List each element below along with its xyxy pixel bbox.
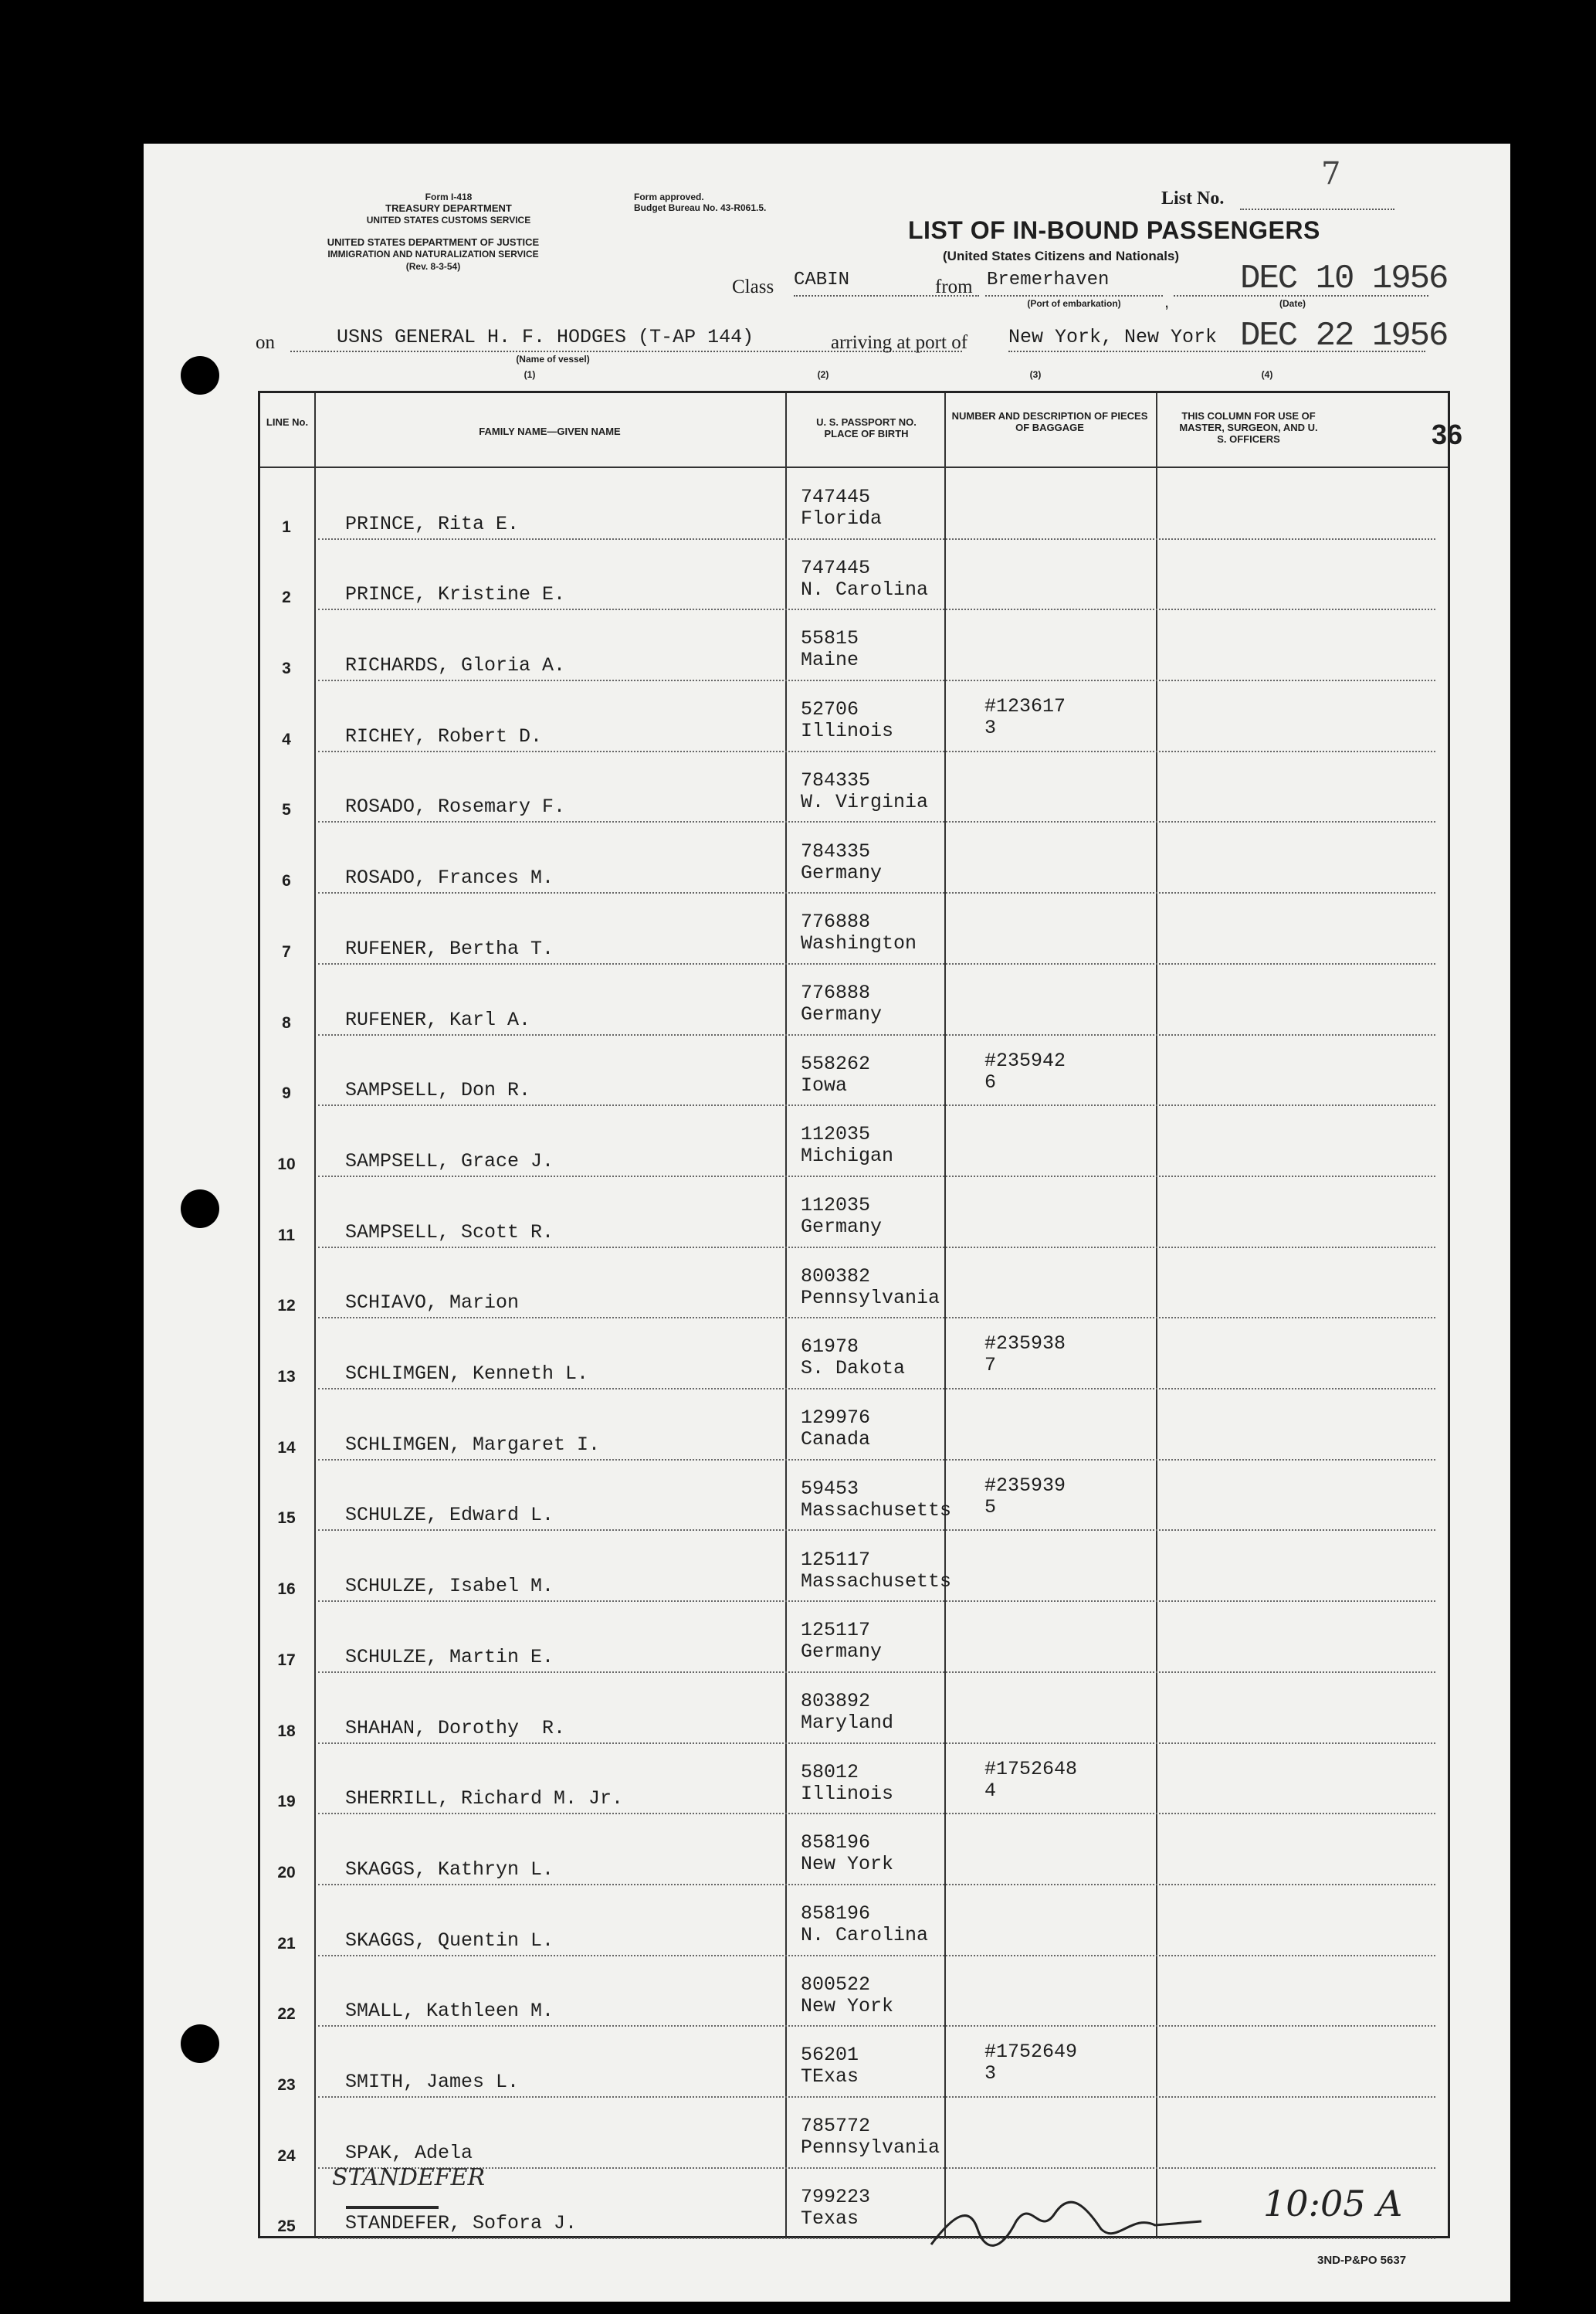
table-row: [260, 540, 1448, 611]
passenger-name: PRINCE, Rita E.: [345, 512, 520, 535]
passport-number: 112035: [801, 1194, 871, 1216]
passport-number: 61978: [801, 1335, 859, 1359]
place-of-birth: Germany: [801, 1640, 883, 1664]
col-line-no: LINE No.: [266, 416, 309, 428]
table-row: [260, 1177, 1448, 1248]
table-row: [260, 2027, 1448, 2098]
passenger-name: SCHULZE, Isabel M.: [345, 1575, 554, 1598]
place-of-birth: Maine: [801, 649, 859, 672]
place-of-birth: Pennsylvania: [801, 2136, 940, 2160]
passport-number: 776888: [801, 911, 871, 934]
line-number: 19: [277, 1793, 296, 1811]
table-row: [260, 469, 1448, 540]
baggage-tag: #235938: [984, 1332, 1066, 1355]
place-of-birth: Florida: [801, 507, 883, 530]
port-embark-caption: (Port of embarkation): [1027, 298, 1121, 309]
form-id: Form I-418: [425, 192, 473, 202]
baggage-count: 7: [984, 1354, 997, 1377]
passport-number: 747445: [801, 556, 871, 579]
line-number: 4: [282, 730, 291, 748]
line-number: 1: [282, 517, 291, 536]
table-row: [260, 1532, 1448, 1603]
sheet-number: 36: [1432, 419, 1463, 450]
table-row: [260, 610, 1448, 681]
passport-number: 800382: [801, 1264, 871, 1288]
rev-label: (Rev. 8-3-54): [405, 261, 461, 272]
line-number: 17: [277, 1651, 296, 1669]
punch-hole: [181, 356, 219, 395]
baggage-count: 3: [984, 2062, 997, 2085]
table-row: [260, 1744, 1448, 1815]
table-row: [260, 1106, 1448, 1177]
class-value: CABIN: [794, 270, 850, 290]
passport-number: 558262: [801, 1052, 871, 1075]
place-of-birth: Illinois: [801, 1782, 894, 1805]
line-number: 5: [282, 801, 291, 819]
table-row: [260, 1885, 1448, 1956]
line-number: 22: [277, 2005, 296, 2024]
place-of-birth: Michigan: [801, 1145, 894, 1168]
passport-number: 52706: [801, 698, 859, 721]
line-number: 3: [282, 660, 291, 678]
passport-number: 58012: [801, 1760, 859, 1783]
budget-bureau: Budget Bureau No. 43-R061.5.: [634, 202, 767, 213]
line-number: 15: [277, 1509, 296, 1528]
passport-number: 858196: [801, 1831, 871, 1854]
place-of-birth: Iowa: [801, 1074, 848, 1097]
passenger-name: SPAK, Adela: [345, 2141, 473, 2164]
table-row: [260, 752, 1448, 823]
baggage-tag: #1752648: [984, 1757, 1078, 1780]
line-number: 6: [282, 872, 291, 891]
baggage-tag: #235939: [984, 1474, 1066, 1497]
baggage-tag: #235942: [984, 1049, 1066, 1072]
table-row: [260, 1602, 1448, 1673]
line-number: 7: [282, 942, 291, 961]
passenger-name: SKAGGS, Kathryn L.: [345, 1858, 554, 1881]
line-number: 12: [277, 1297, 296, 1315]
ins-label: IMMIGRATION AND NATURALIZATION SERVICE: [327, 249, 539, 260]
line-number: 21: [277, 1934, 296, 1953]
table-row: [260, 894, 1448, 965]
passport-number: 784335: [801, 840, 871, 863]
passenger-name: PRINCE, Kristine E.: [345, 583, 566, 606]
passport-number: 858196: [801, 1902, 871, 1925]
table-row: [260, 1956, 1448, 2027]
place-of-birth: Massachusetts: [801, 1569, 952, 1593]
passenger-name: RUFENER, Bertha T.: [345, 937, 554, 960]
passport-number: 776888: [801, 981, 871, 1004]
table-row: [260, 1814, 1448, 1885]
handwritten-correction: STANDEFER: [332, 2164, 486, 2191]
passenger-name: STANDEFER, Sofora J.: [345, 2212, 578, 2235]
passenger-name: SCHULZE, Edward L.: [345, 1504, 554, 1527]
passport-number: 112035: [801, 1123, 871, 1146]
table-row: [260, 823, 1448, 894]
place-of-birth: Washington: [801, 932, 917, 955]
arrival-date: DEC 22 1956: [1240, 317, 1448, 355]
baggage-tag: #1752649: [984, 2041, 1078, 2064]
list-no-label: List No.: [1161, 188, 1225, 209]
passenger-name: SHERRILL, Richard M. Jr.: [345, 1787, 624, 1810]
line-number: 2: [282, 589, 291, 607]
col-officers: THIS COLUMN FOR USE OF MASTER, SURGEON, AND U. S. OFFICERS: [1179, 410, 1318, 445]
passenger-name: SHAHAN, Dorothy R.: [345, 1716, 566, 1739]
place-of-birth: N. Carolina: [801, 1924, 929, 1946]
passenger-name: SCHULZE, Martin E.: [345, 1645, 554, 1668]
place-of-birth: New York: [801, 1853, 894, 1876]
passenger-name: SMITH, James L.: [345, 2071, 520, 2094]
table-row: [260, 681, 1448, 752]
passenger-table: [258, 391, 1450, 2238]
class-label: Class: [732, 277, 774, 297]
line-number: 24: [277, 2146, 296, 2165]
line-number: 23: [277, 2076, 296, 2095]
manifest-title: LIST OF IN-BOUND PASSENGERS: [908, 216, 1320, 244]
departure-date: DEC 10 1956: [1240, 260, 1448, 298]
passenger-name: ROSADO, Frances M.: [345, 867, 554, 890]
manifest-page: Form I-418 TREASURY DEPARTMENT UNITED STATES CUSTOMS SERVICE UNITED STATES DEPARTMENT OF JUSTICE IMMIGRATION AND NATURALIZATION SERVICE (Rev. 8-3-54) Form approved. Budget Bureau No. 43-R061.5. List No. 7 LIST OF IN-BOUND PASSENGERS (United States Citizens and Nationals) Class CABIN from Bremerhaven (Port of embarkation) , DEC 10 1956 (Date) on USNS GENERAL H. F. HODGES (T-AP 144) (Name of vessel) arriving at port of New York, New York DEC 22 1956 (1) (2) (3) (4) 36 LINE No. FAMILY NAME—GIVEN NAME U. S. PASSPORT NO. PLACE OF BIRTH NUMBER AND DESCRIPTION OF PIECES OF BAGGAGE THIS COLUMN FOR USE OF MASTER, SURGEON, AND U. S. OFFICERS 1 PRINCE, Rita E. 747445 Florida 2 PRINCE, Kristine E. 747445 N. Carolina 3 RICHARDS, Gloria A. 55815 Maine 4 RICHEY, Robert D. 52706 Illinois #123617 3 5 ROSADO, Rosemary F. 784335 W. Virginia 6 ROSADO, Frances M. 784335 Germany 7 RUFENER, Bertha T. 776888 Washington 8 RUFENER, Karl A. 776888 Germany 9 SAMPSELL, Don R. 558262 Iowa #235942 6 10 SAMPSELL, Grace J. 112035 Michigan 11 SAMPSELL, Scott R. 112035 Germany 12 SCHIAVO, Marion 800382 Pennsylvania 13 SCHLIMGEN, Kenneth L. 61978 S. Dakota #235938 7 14 SCHLIMGEN, Margaret I. 129976 Canada 15 SCHULZE, Edward L. 59453 Massachusetts #235939 5 16 SCHULZE, Isabel M. 125117 Massachusetts 17 SCHULZE, Martin E. 125117 Germany 18 SHAHAN, Dorothy R. 803892 Maryland 19 SHERRILL, Richard M. Jr. 58012 Illinois #1752648 4 20 SKAGGS, Kathryn L. 858196 New York 21 SKAGGS, Quentin L. 858196 N. Carolina 22 SMALL, Kathleen M. 800522 New York 23 SMITH, James L. 56201 TExas #1752649 3 24 SPAK, Adela 785772 Pennsylvania 25 STANDEFER, Sofora J. 799223 Texas STANDEFER 10:05 A 3ND-P&PO 5637: [144, 144, 1510, 2302]
table-row: [260, 2098, 1448, 2169]
passenger-name: SAMPSELL, Grace J.: [345, 1149, 554, 1172]
caption-1: (1): [524, 369, 536, 380]
place-of-birth: New York: [801, 1994, 894, 2017]
place-of-birth: W. Virginia: [801, 790, 929, 813]
passport-number: 55815: [801, 627, 859, 650]
line-number: 8: [282, 1013, 291, 1032]
line-number: 14: [277, 1438, 296, 1457]
caption-4: (4): [1261, 369, 1273, 380]
passport-number: 56201: [801, 2044, 859, 2067]
place-of-birth: Germany: [801, 1003, 883, 1026]
punch-hole: [181, 1189, 219, 1228]
baggage-count: 3: [984, 717, 997, 740]
place-of-birth: Germany: [801, 861, 883, 884]
passenger-name: SCHLIMGEN, Margaret I.: [345, 1433, 601, 1456]
line-number: 20: [277, 1863, 296, 1881]
line-number: 13: [277, 1368, 296, 1386]
line-number: 11: [277, 1226, 296, 1244]
treasury-label: TREASURY DEPARTMENT: [385, 202, 512, 214]
passport-number: 785772: [801, 2115, 871, 2138]
passenger-name: SKAGGS, Quentin L.: [345, 1929, 554, 1952]
passport-number: 800522: [801, 1973, 871, 1996]
place-of-birth: Texas: [801, 2207, 859, 2230]
place-of-birth: Illinois: [801, 720, 894, 743]
col-passport: U. S. PASSPORT NO. PLACE OF BIRTH: [816, 416, 917, 439]
col-name: FAMILY NAME—GIVEN NAME: [479, 426, 621, 437]
table-row: [260, 1389, 1448, 1461]
passenger-name: RICHEY, Robert D.: [345, 724, 543, 748]
vessel-name: USNS GENERAL H. F. HODGES (T-AP 144): [337, 326, 754, 348]
table-row: [260, 1673, 1448, 1744]
line-number: 9: [282, 1084, 291, 1103]
passenger-name: RUFENER, Karl A.: [345, 1008, 531, 1031]
justice-label: UNITED STATES DEPARTMENT OF JUSTICE: [327, 236, 540, 248]
stamp-time: 10:05 A: [1263, 2183, 1403, 2224]
col-baggage: NUMBER AND DESCRIPTION OF PIECES OF BAGGAGE: [951, 410, 1148, 433]
passenger-name: RICHARDS, Gloria A.: [345, 654, 566, 677]
printer-code: 3ND-P&PO 5637: [1317, 2254, 1407, 2267]
baggage-count: 6: [984, 1070, 997, 1094]
line-number: 10: [277, 1155, 296, 1173]
place-of-birth: TExas: [801, 2065, 859, 2088]
line-number: 25: [277, 2217, 296, 2236]
date-caption: (Date): [1279, 298, 1306, 309]
place-of-birth: Maryland: [801, 1711, 894, 1734]
baggage-count: 5: [984, 1495, 997, 1518]
place-of-birth: Pennsylvania: [801, 1286, 940, 1309]
place-of-birth: Germany: [801, 1216, 883, 1238]
passenger-name: SCHIAVO, Marion: [345, 1291, 520, 1315]
table-row: [260, 965, 1448, 1036]
place-of-birth: Massachusetts: [801, 1498, 952, 1522]
from-value: Bremerhaven: [987, 270, 1110, 290]
from-label: from: [935, 277, 973, 297]
passport-number: 125117: [801, 1619, 871, 1642]
passport-number: 747445: [801, 486, 871, 508]
passport-number: 784335: [801, 769, 871, 792]
place-of-birth: S. Dakota: [801, 1357, 906, 1380]
vessel-caption: (Name of vessel): [516, 354, 590, 365]
passenger-name: SCHLIMGEN, Kenneth L.: [345, 1362, 589, 1386]
manifest-subtitle: (United States Citizens and Nationals): [943, 249, 1180, 263]
place-of-birth: Canada: [801, 1428, 871, 1451]
place-of-birth: N. Carolina: [801, 578, 929, 601]
table-row: [260, 1036, 1448, 1107]
line-number: 18: [277, 1722, 296, 1740]
passenger-name: SAMPSELL, Scott R.: [345, 1220, 554, 1244]
passport-number: 799223: [801, 2185, 871, 2208]
baggage-count: 4: [984, 1779, 997, 1802]
table-row: [260, 1461, 1448, 1532]
line-number: 16: [277, 1580, 296, 1599]
arrival-port: New York, New York: [1008, 326, 1218, 348]
passport-number: 129976: [801, 1406, 871, 1430]
passport-number: 125117: [801, 1548, 871, 1571]
caption-3: (3): [1029, 369, 1042, 380]
strike-through: [346, 2206, 439, 2209]
baggage-tag: #123617: [984, 695, 1066, 718]
caption-2: (2): [817, 369, 829, 380]
customs-label: UNITED STATES CUSTOMS SERVICE: [366, 215, 531, 226]
list-no-value: 7: [1321, 156, 1341, 192]
table-row: [260, 1248, 1448, 1319]
passenger-name: ROSADO, Rosemary F.: [345, 796, 566, 819]
form-approved: Form approved.: [634, 192, 704, 202]
passenger-name: SAMPSELL, Don R.: [345, 1079, 531, 1102]
on-label: on: [256, 332, 275, 353]
punch-hole: [181, 2024, 219, 2063]
arriving-label: arriving at port of: [831, 332, 968, 353]
passenger-name: SMALL, Kathleen M.: [345, 2000, 554, 2023]
table-row: [260, 1318, 1448, 1389]
passport-number: 803892: [801, 1689, 871, 1712]
passport-number: 59453: [801, 1477, 859, 1500]
